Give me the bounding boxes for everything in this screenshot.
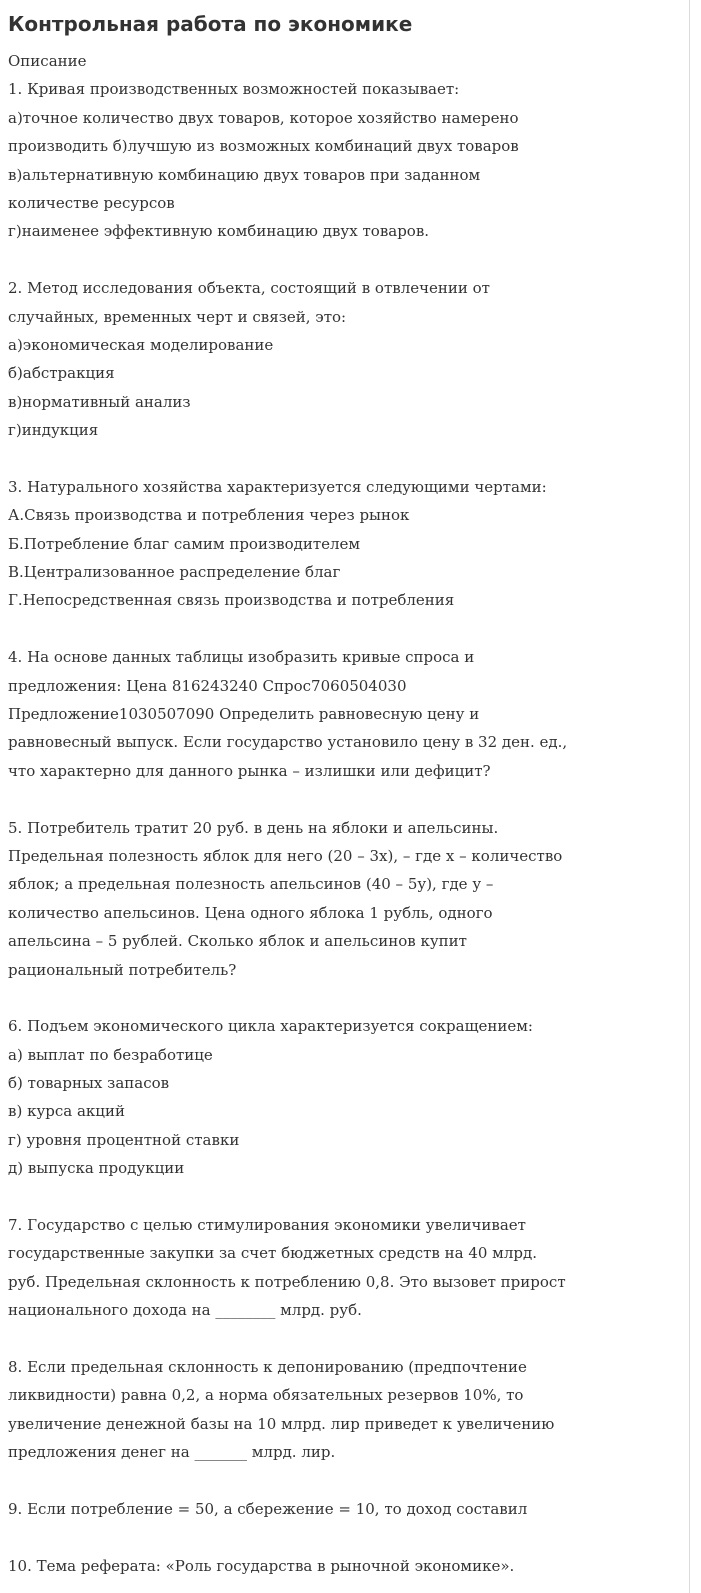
question-line: 6. Подъем экономического цикла характеризуется сокращением: xyxy=(8,1017,533,1036)
question-line: яблок; а предельная полезность апельсинов (40 – 5у), где у – xyxy=(8,875,494,894)
question-line: 3. Натурального хозяйства характеризуется следующими чертами: xyxy=(8,477,547,496)
question-line: в) курса акций xyxy=(8,1102,125,1121)
paragraph-gap xyxy=(8,1467,684,1495)
question-line: д) выпуска продукции xyxy=(8,1159,185,1178)
question-item xyxy=(8,1353,684,1467)
question-line: г)наименее эффективную комбинацию двух товаров. xyxy=(8,222,430,241)
question-line: а)точное количество двух товаров, которое хозяйство намерено xyxy=(8,108,519,127)
paragraph-gap xyxy=(8,984,684,1012)
question-line: ликвидности) равна 0,2, а норма обязательных резервов 10%, то xyxy=(8,1386,524,1405)
question-line: В.Централизованное распределение благ xyxy=(8,563,341,582)
paragraph-gap xyxy=(8,1183,684,1211)
description-body xyxy=(8,47,684,1580)
question-line: а)экономическая моделирование xyxy=(8,335,274,354)
question-line: б) товарных запасов xyxy=(8,1074,170,1093)
question-line: Г.Непосредственная связь производства и потребления xyxy=(8,591,455,610)
question-line: предложения: Цена 816243240 Спрос7060504030 xyxy=(8,676,407,695)
question-line: 9. Если потребление = 50, а сбережение = 10, то доход составил xyxy=(8,1499,528,1518)
question-item xyxy=(8,274,684,444)
question-item xyxy=(8,75,684,245)
section-label: Описание xyxy=(8,52,87,70)
question-line: Предложение1030507090 Определить равновесную цену и xyxy=(8,704,480,723)
question-item xyxy=(8,1012,684,1182)
paragraph-gap xyxy=(8,246,684,274)
paragraph-gap xyxy=(8,444,684,472)
question-line: национального дохода на ________ млрд. руб. xyxy=(8,1301,362,1320)
question-line: увеличение денежной базы на 10 млрд. лир приведет к увеличению xyxy=(8,1414,555,1433)
question-line: г) уровня процентной ставки xyxy=(8,1130,240,1149)
question-line: количестве ресурсов xyxy=(8,193,175,212)
paragraph-gap xyxy=(8,785,684,813)
question-item xyxy=(8,643,684,785)
question-line: в)альтернативную комбинацию двух товаров при заданном xyxy=(8,165,481,184)
question-line: руб. Предельная склонность к потреблению 0,8. Это вызовет прирост xyxy=(8,1272,566,1291)
question-line: апельсина – 5 рублей. Сколько яблок и апельсинов купит xyxy=(8,932,467,951)
question-line: а) выплат по безработице xyxy=(8,1045,213,1064)
question-line: количество апельсинов. Цена одного яблока 1 рубль, одного xyxy=(8,903,493,922)
question-line: государственные закупки за счет бюджетных средств на 40 млрд. xyxy=(8,1244,537,1263)
question-line: рациональный потребитель? xyxy=(8,960,237,979)
question-list xyxy=(8,75,684,1580)
question-line: г)индукция xyxy=(8,421,99,440)
question-line: равновесный выпуск. Если государство установило цену в 32 ден. ед., xyxy=(8,733,568,752)
page-title: Контрольная работа по экономике xyxy=(8,12,413,36)
question-line: б)абстракция xyxy=(8,364,115,383)
question-item xyxy=(8,1211,684,1325)
paragraph-gap xyxy=(8,615,684,643)
question-line: Предельная полезность яблок для него (20 – 3х), – где х – количество xyxy=(8,846,563,865)
question-line: 1. Кривая производственных возможностей показывает: xyxy=(8,80,460,99)
question-item xyxy=(8,814,684,984)
question-line: А.Связь производства и потребления через рынок xyxy=(8,506,410,525)
question-line: Б.Потребление благ самим производителем xyxy=(8,534,361,553)
question-line: что характерно для данного рынка – излишки или дефицит? xyxy=(8,761,491,780)
question-line: 5. Потребитель тратит 20 руб. в день на яблоки и апельсины. xyxy=(8,818,499,837)
paragraph-gap xyxy=(8,1325,684,1353)
question-line: 2. Метод исследования объекта, состоящий в отвлечении от xyxy=(8,279,490,298)
question-line: случайных, временных черт и связей, это: xyxy=(8,307,347,326)
question-item xyxy=(8,473,684,615)
question-line: 10. Тема реферата: «Роль государства в рыночной экономике». xyxy=(8,1556,515,1575)
question-line: 7. Государство с целью стимулирования экономики увеличивает xyxy=(8,1216,526,1235)
question-item xyxy=(8,1552,684,1580)
question-line: в)нормативный анализ xyxy=(8,392,191,411)
question-line: производить б)лучшую из возможных комбинаций двух товаров xyxy=(8,137,519,156)
question-line: предложения денег на _______ млрд. лир. xyxy=(8,1443,336,1462)
question-line: 4. На основе данных таблицы изобразить кривые спроса и xyxy=(8,648,475,667)
paragraph-gap xyxy=(8,1523,684,1551)
question-item xyxy=(8,1495,684,1523)
question-line: 8. Если предельная склонность к депонированию (предпочтение xyxy=(8,1357,527,1376)
